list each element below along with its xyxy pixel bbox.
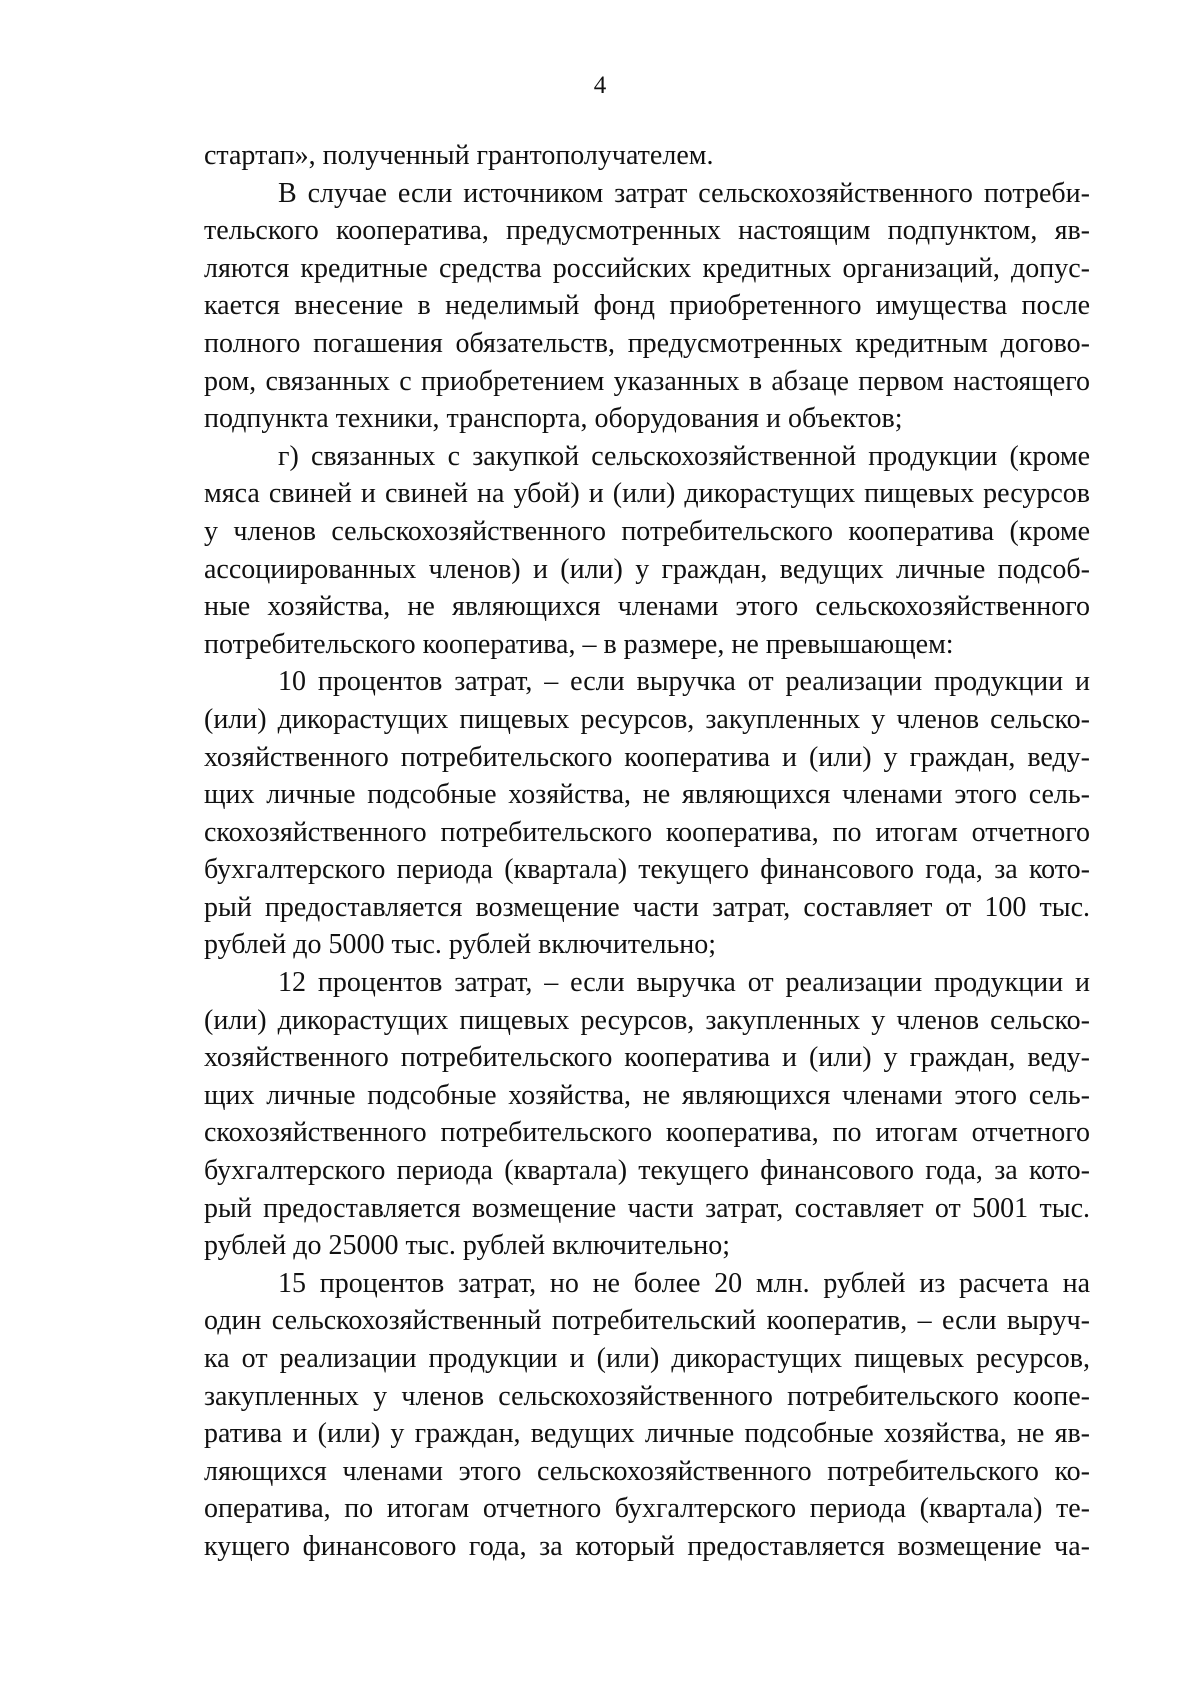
text-line: В случае если источником затрат сельскохозяйственного потреби-	[278, 177, 1090, 209]
text-line: ляющихся членами этого сельскохозяйственного потребительского ко-	[204, 1455, 1090, 1487]
text-line: оператива, по итогам отчетного бухгалтерского периода (квартала) те-	[204, 1493, 1090, 1525]
text-line: (или) дикорастущих пищевых ресурсов, закупленных у членов сельско-	[204, 1004, 1090, 1036]
text-line: 15 процентов затрат, но не более 20 млн. рублей из расчета на	[278, 1267, 1090, 1299]
text-line: тельского кооператива, предусмотренных настоящим подпунктом, яв-	[204, 215, 1090, 247]
text-line: хозяйственного потребительского кооператива и (или) у граждан, веду-	[204, 1042, 1090, 1074]
text-line: ассоциированных членов) и (или) у граждан, ведущих личные подсоб-	[204, 553, 1090, 585]
text-line: ные хозяйства, не являющихся членами этого сельскохозяйственного	[204, 591, 1090, 623]
text-line: рублей до 25000 тыс. рублей включительно;	[204, 1230, 730, 1262]
text-line: щих личные подсобные хозяйства, не являющихся членами этого сель-	[204, 1079, 1090, 1111]
text-line: потребительского кооператива, – в размере, не превышающем:	[204, 628, 954, 660]
text-line: скохозяйственного потребительского кооператива, по итогам отчетного	[204, 1117, 1090, 1149]
text-line: один сельскохозяйственный потребительский кооператив, – если выруч-	[204, 1305, 1090, 1337]
text-line: кущего финансового года, за который предоставляется возмещение ча-	[204, 1530, 1090, 1562]
text-line: закупленных у членов сельскохозяйственного потребительского коопе-	[204, 1380, 1090, 1412]
text-line: ляются кредитные средства российских кредитных организаций, допус-	[204, 252, 1090, 284]
text-line: полного погашения обязательств, предусмотренных кредитным догово-	[204, 327, 1090, 359]
text-line: ка от реализации продукции и (или) дикорастущих пищевых ресурсов,	[204, 1343, 1090, 1374]
text-line: ратива и (или) у граждан, ведущих личные подсобные хозяйства, не яв-	[204, 1418, 1090, 1450]
text-line: подпункта техники, транспорта, оборудования и объектов;	[204, 403, 903, 435]
text-line: (или) дикорастущих пищевых ресурсов, закупленных у членов сельско-	[204, 703, 1090, 735]
text-line: стартап», полученный грантополучателем.	[204, 140, 714, 171]
text-line: у членов сельскохозяйственного потребительского кооператива (кроме	[204, 515, 1090, 547]
text-line: рый предоставляется возмещение части затрат, составляет от 5001 тыс.	[204, 1192, 1090, 1224]
text-line: хозяйственного потребительского кооператива и (или) у граждан, веду-	[204, 741, 1090, 773]
text-line: бухгалтерского периода (квартала) текущего финансового года, за кото-	[204, 854, 1090, 886]
text-line: скохозяйственного потребительского кооператива, по итогам отчетного	[204, 816, 1090, 848]
text-line: 12 процентов затрат, – если выручка от реализации продукции и	[278, 967, 1090, 999]
text-line: кается внесение в неделимый фонд приобретенного имущества после	[204, 290, 1090, 322]
text-line: г) связанных с закупкой сельскохозяйственной продукции (кроме	[278, 440, 1090, 472]
text-line: рый предоставляется возмещение части затрат, составляет от 100 тыс.	[204, 891, 1090, 923]
text-line: рублей до 5000 тыс. рублей включительно;	[204, 929, 716, 961]
text-line: 10 процентов затрат, – если выручка от реализации продукции и	[278, 666, 1090, 698]
text-line: ром, связанных с приобретением указанных в абзаце первом настоящего	[204, 365, 1090, 397]
text-line: щих личные подсобные хозяйства, не являющихся членами этого сель-	[204, 779, 1090, 811]
page-number: 4	[593, 72, 607, 99]
text-line: мяса свиней и свиней на убой) и (или) дикорастущих пищевых ресурсов	[204, 478, 1090, 510]
text-line: бухгалтерского периода (квартала) текущего финансового года, за кото-	[204, 1155, 1090, 1187]
body-text	[204, 137, 1090, 1566]
